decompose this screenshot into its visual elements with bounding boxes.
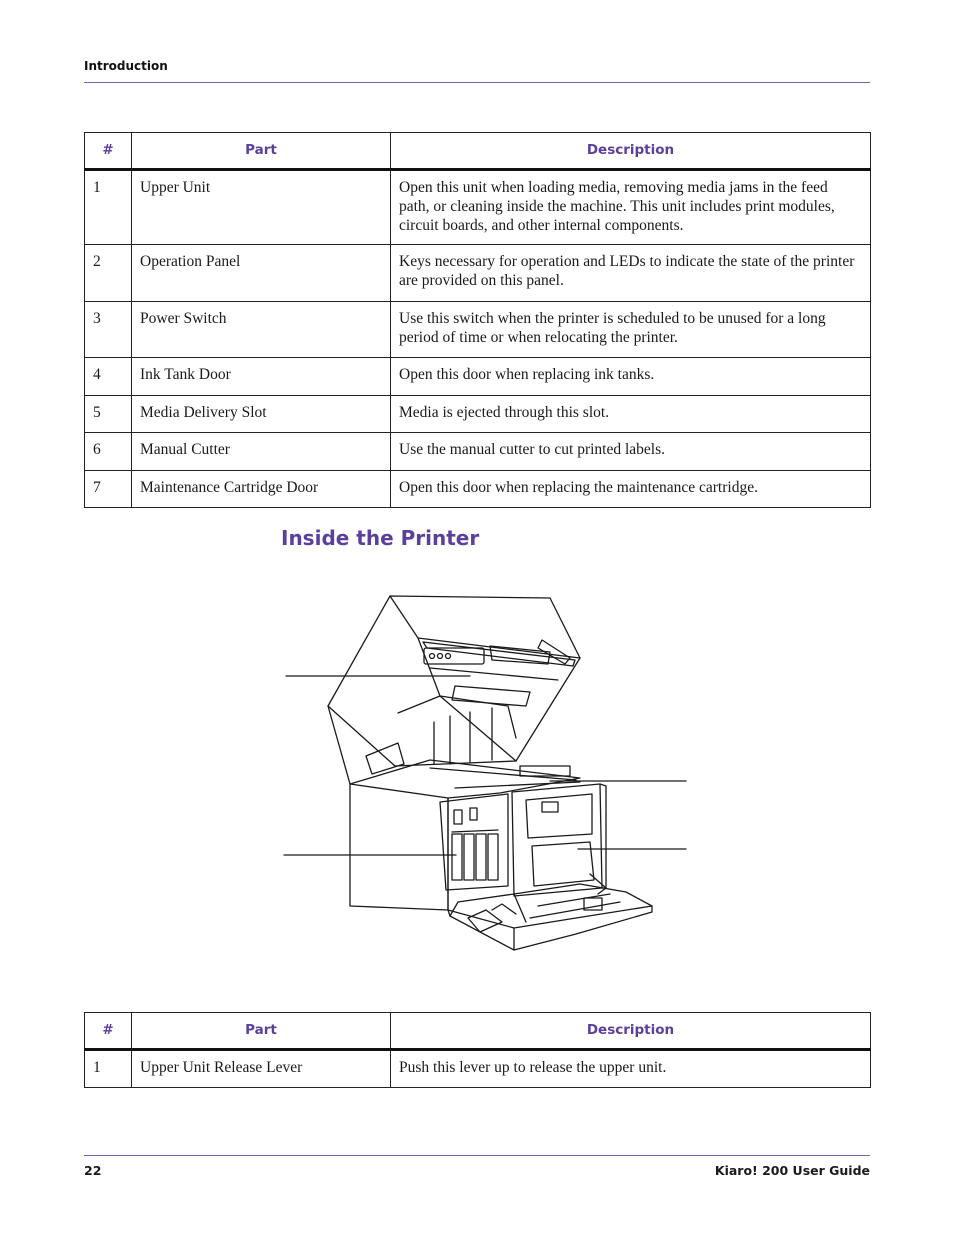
upper-unit — [328, 596, 580, 784]
row-description: Keys necessary for operation and LEDs to indicate the state of the printer are provided on this panel. — [391, 245, 871, 302]
table-row — [85, 471, 871, 508]
running-head: Introduction — [84, 59, 168, 73]
row-part: Upper Unit Release Lever — [132, 1050, 391, 1088]
header-rule — [84, 82, 870, 83]
maintenance-cartridge-area — [512, 784, 606, 896]
ink-tank-bay — [440, 794, 508, 890]
row-number: 7 — [85, 471, 132, 508]
row-description: Open this unit when loading media, removing media jams in the feed path, or cleaning inside the machine. This unit includes print modules, circuit boards, and other internal components. — [391, 170, 871, 245]
column-header-description: Description — [391, 133, 871, 170]
row-description: Media is ejected through this slot. — [391, 396, 871, 433]
table-row — [85, 433, 871, 471]
row-part: Upper Unit — [132, 170, 391, 245]
footer-rule — [84, 1155, 870, 1156]
row-part: Manual Cutter — [132, 433, 391, 471]
row-number: 4 — [85, 358, 132, 396]
column-header-part: Part — [132, 133, 391, 170]
printer-base — [350, 760, 580, 910]
column-header-number: # — [85, 1013, 132, 1050]
page-number: 22 — [84, 1163, 102, 1178]
table-row — [85, 245, 871, 302]
parts-table-interior — [84, 1012, 871, 1088]
row-part: Media Delivery Slot — [132, 396, 391, 433]
row-number: 6 — [85, 433, 132, 471]
guide-title: Kiaro! 200 User Guide — [714, 1163, 870, 1178]
row-number: 2 — [85, 245, 132, 302]
table-row — [85, 396, 871, 433]
table-header-row — [85, 1013, 871, 1050]
row-description: Use this switch when the printer is scheduled to be unused for a long period of time or when relocating the printer. — [391, 302, 871, 358]
section-title: Inside the Printer — [281, 526, 480, 550]
row-number: 5 — [85, 396, 132, 433]
row-number: 1 — [85, 1050, 132, 1088]
printer-interior-illustration — [280, 588, 700, 958]
row-description: Open this door when replacing ink tanks. — [391, 358, 871, 396]
column-header-part: Part — [132, 1013, 391, 1050]
row-part: Operation Panel — [132, 245, 391, 302]
row-part: Power Switch — [132, 302, 391, 358]
row-part: Ink Tank Door — [132, 358, 391, 396]
column-header-number: # — [85, 133, 132, 170]
column-header-description: Description — [391, 1013, 871, 1050]
row-description: Open this door when replacing the maintenance cartridge. — [391, 471, 871, 508]
table-row — [85, 358, 871, 396]
parts-table-exterior — [84, 132, 871, 508]
table-row — [85, 170, 871, 245]
open-front-doors — [448, 874, 652, 950]
row-number: 3 — [85, 302, 132, 358]
row-part: Maintenance Cartridge Door — [132, 471, 391, 508]
table-header-row — [85, 133, 871, 170]
table-row — [85, 1050, 871, 1088]
row-description: Push this lever up to release the upper unit. — [391, 1050, 871, 1088]
table-row — [85, 302, 871, 358]
row-description: Use the manual cutter to cut printed labels. — [391, 433, 871, 471]
row-number: 1 — [85, 170, 132, 245]
